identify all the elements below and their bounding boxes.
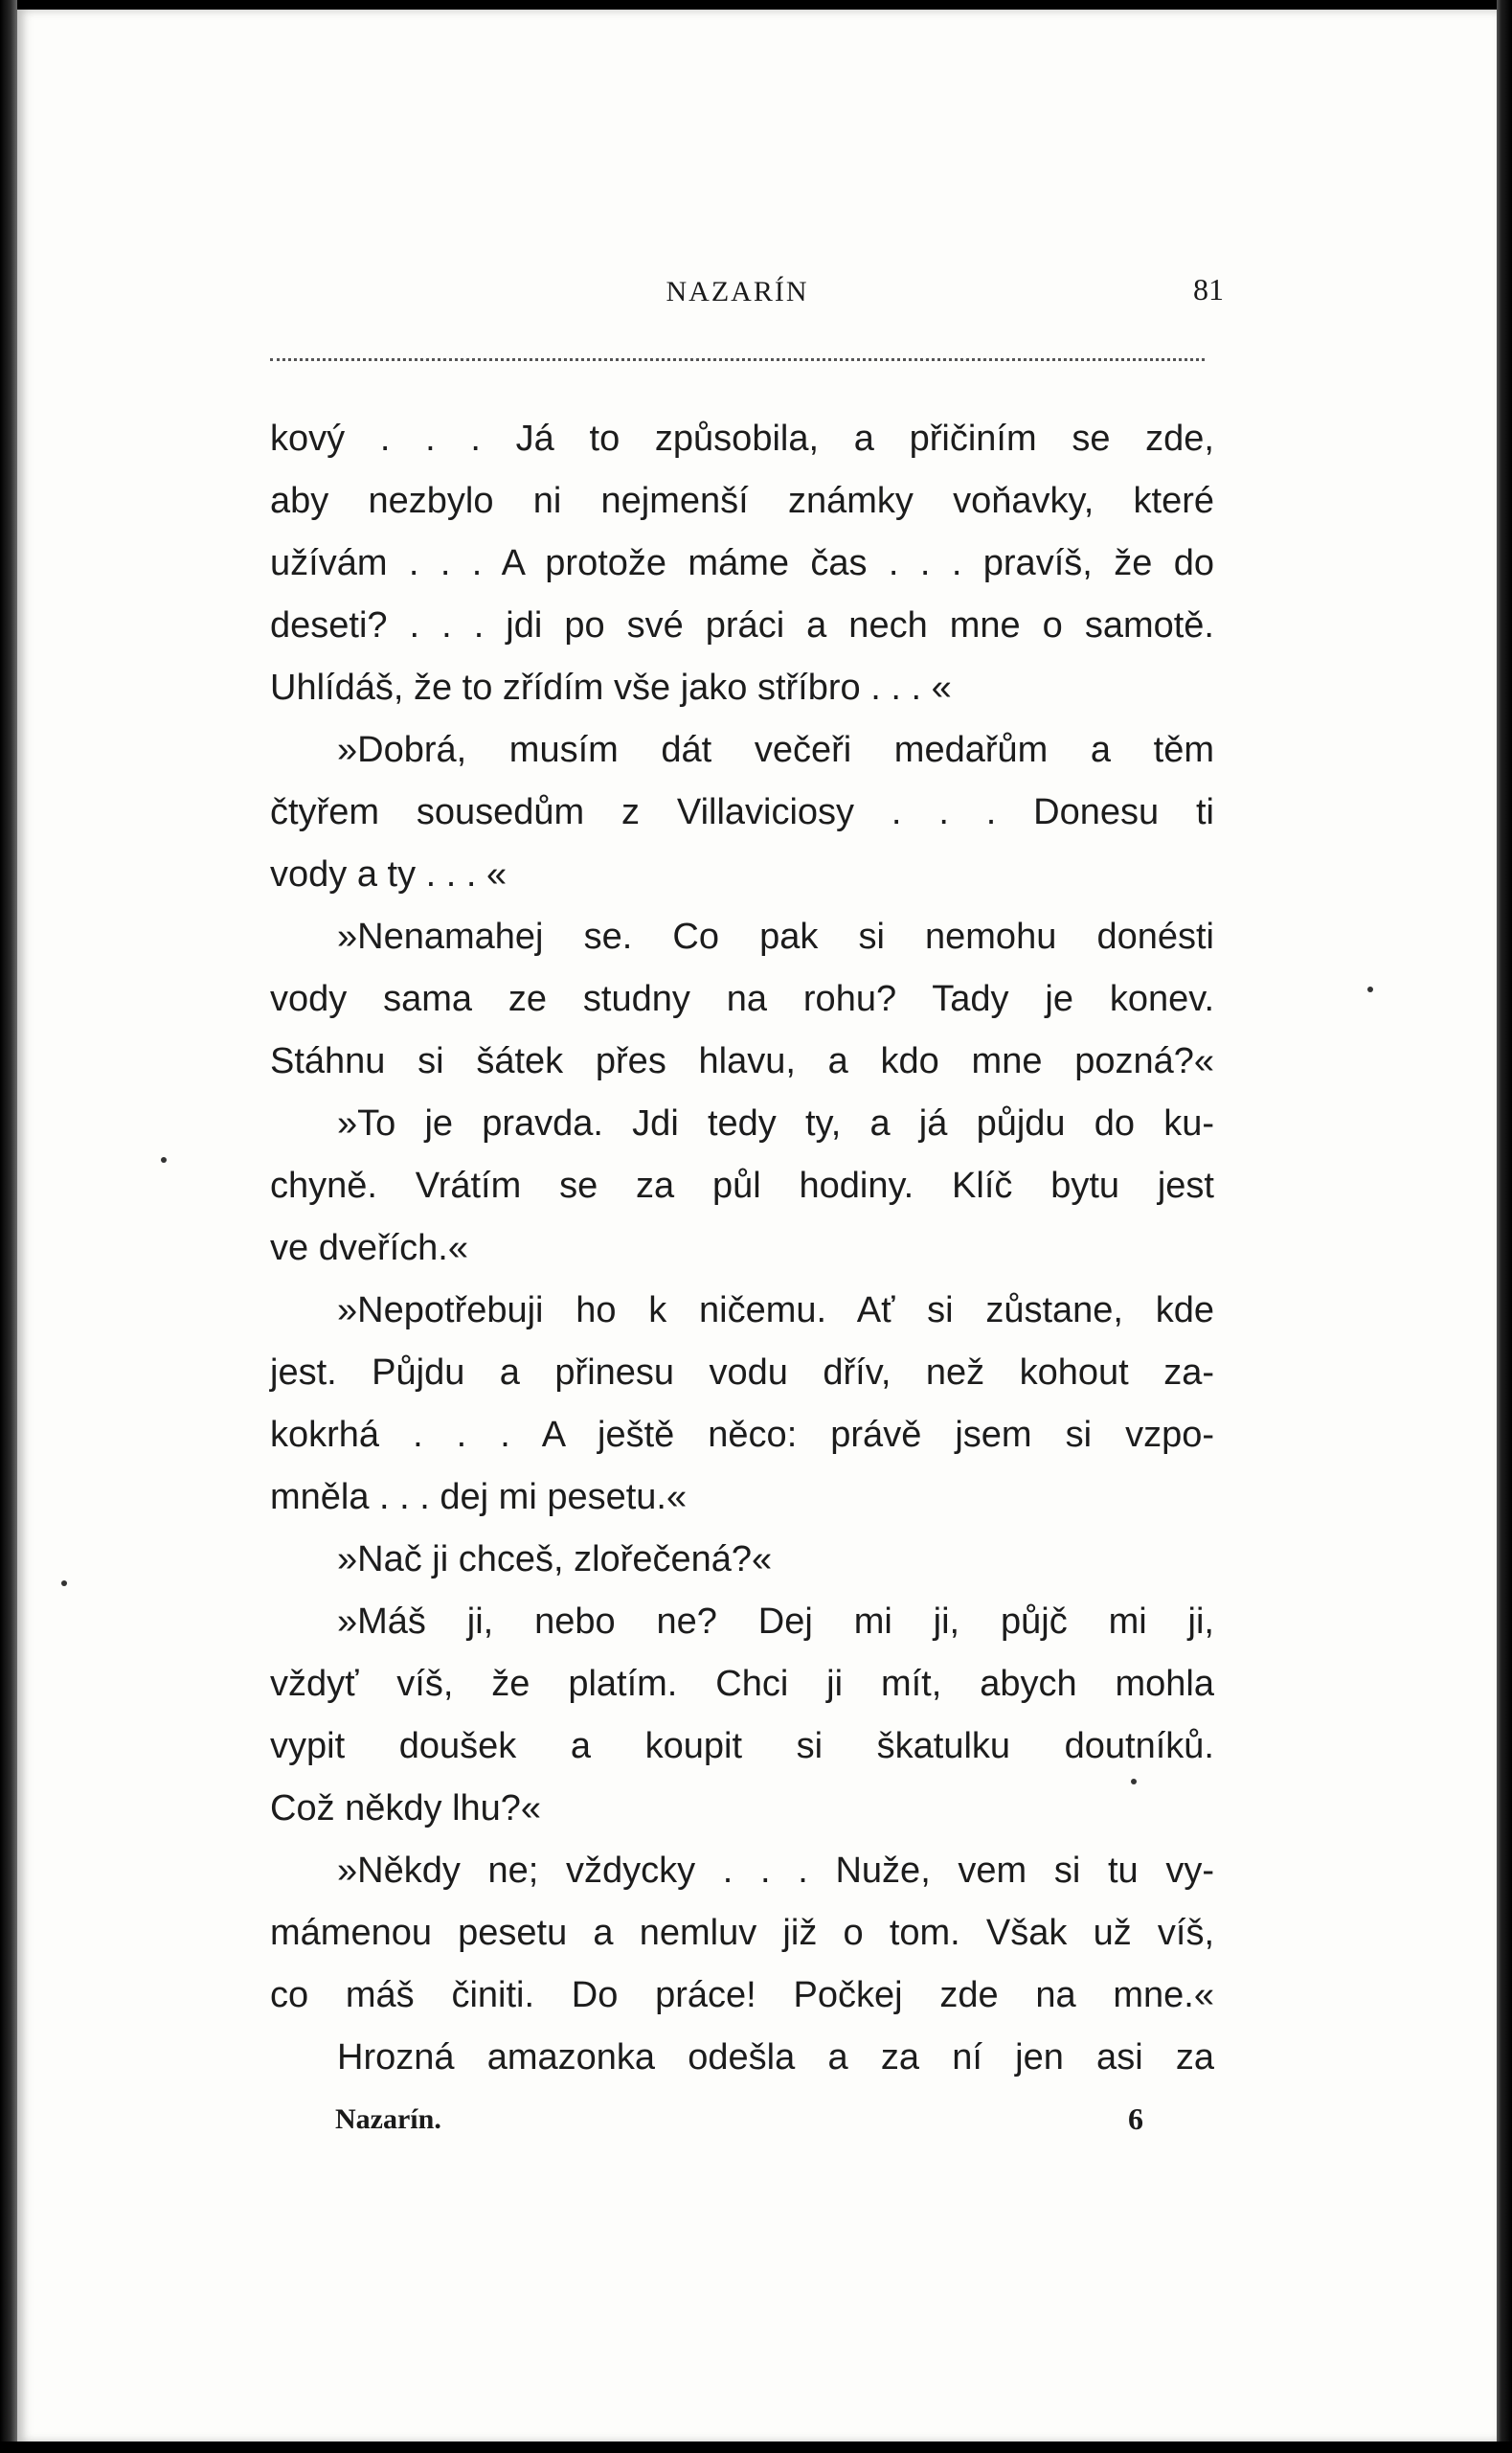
text-line: užívám . . . A protože máme čas . . . pravíš, že do [270, 543, 1214, 583]
print-speck [61, 1580, 67, 1586]
signature-mark: Nazarín. [335, 2103, 441, 2135]
text-line: deseti? . . . jdi po své práci a nech mne o samotě. [270, 605, 1214, 646]
print-speck [1131, 1779, 1137, 1784]
text-line: vody a ty . . . « [270, 854, 508, 895]
text-line: Uhlídáš, že to zřídím vše jako stříbro . . . « [270, 668, 952, 708]
text-line: mámenou pesetu a nemluv již o tom. Však už víš, [270, 1913, 1214, 1953]
text-line: vypit doušek a koupit si škatulku doutníků. [270, 1726, 1214, 1766]
text-line: »Dobrá, musím dát večeři medařům a těm [337, 730, 1214, 770]
page-header [251, 272, 1224, 314]
print-speck [161, 1157, 167, 1163]
text-line: čtyřem sousedům z Villaviciosy . . . Donesu ti [270, 792, 1214, 832]
scan-border-top [0, 0, 1512, 10]
text-line: »Nač ji chceš, zlořečená?« [337, 1539, 773, 1579]
text-line: co máš činiti. Do práce! Počkej zde na mne.« [270, 1975, 1214, 2015]
text-line: Hrozná amazonka odešla a za ní jen asi za [337, 2037, 1214, 2078]
text-line: vždyť víš, že platím. Chci ji mít, abych mohla [270, 1664, 1214, 1704]
text-line: Stáhnu si šátek přes hlavu, a kdo mne pozná?« [270, 1041, 1214, 1081]
text-line: mněla . . . dej mi pesetu.« [270, 1477, 688, 1517]
print-speck [1367, 987, 1373, 992]
scan-border-bottom [0, 2442, 1512, 2453]
text-line: kokrhá . . . A ještě něco: právě jsem si vzpo- [270, 1415, 1214, 1455]
text-line: aby nezbylo ni nejmenší známky voňavky, které [270, 481, 1214, 521]
text-line: chyně. Vrátím se za půl hodiny. Klíč bytu jest [270, 1166, 1214, 1206]
text-line: kový . . . Já to způsobila, a přičiním se zde, [270, 419, 1214, 459]
book-spine-edge [0, 0, 17, 2453]
text-line: »Nenamahej se. Co pak si nemohu donésti [337, 917, 1214, 957]
text-line: »Nepotřebuji ho k ničemu. Ať si zůstane, kde [337, 1290, 1214, 1330]
text-line: »Někdy ne; vždycky . . . Nuže, vem si tu vy- [337, 1851, 1214, 1891]
body-text [270, 408, 1214, 2089]
header-rule [270, 358, 1205, 361]
text-line: »To je pravda. Jdi tedy ty, a já půjdu do ku- [337, 1103, 1214, 1144]
scan-border-right [1497, 0, 1512, 2453]
running-title: NAZARÍN [666, 276, 809, 307]
page-number: 81 [1193, 272, 1224, 307]
signature-number: 6 [1128, 2101, 1143, 2136]
text-line: jest. Půjdu a přinesu vodu dřív, než kohout za- [270, 1352, 1214, 1393]
text-line: vody sama ze studny na rohu? Tady je konev. [270, 979, 1214, 1019]
text-line: »Máš ji, nebo ne? Dej mi ji, půjč mi ji, [337, 1601, 1214, 1642]
text-line: Což někdy lhu?« [270, 1788, 542, 1828]
text-line: ve dveřích.« [270, 1228, 468, 1268]
